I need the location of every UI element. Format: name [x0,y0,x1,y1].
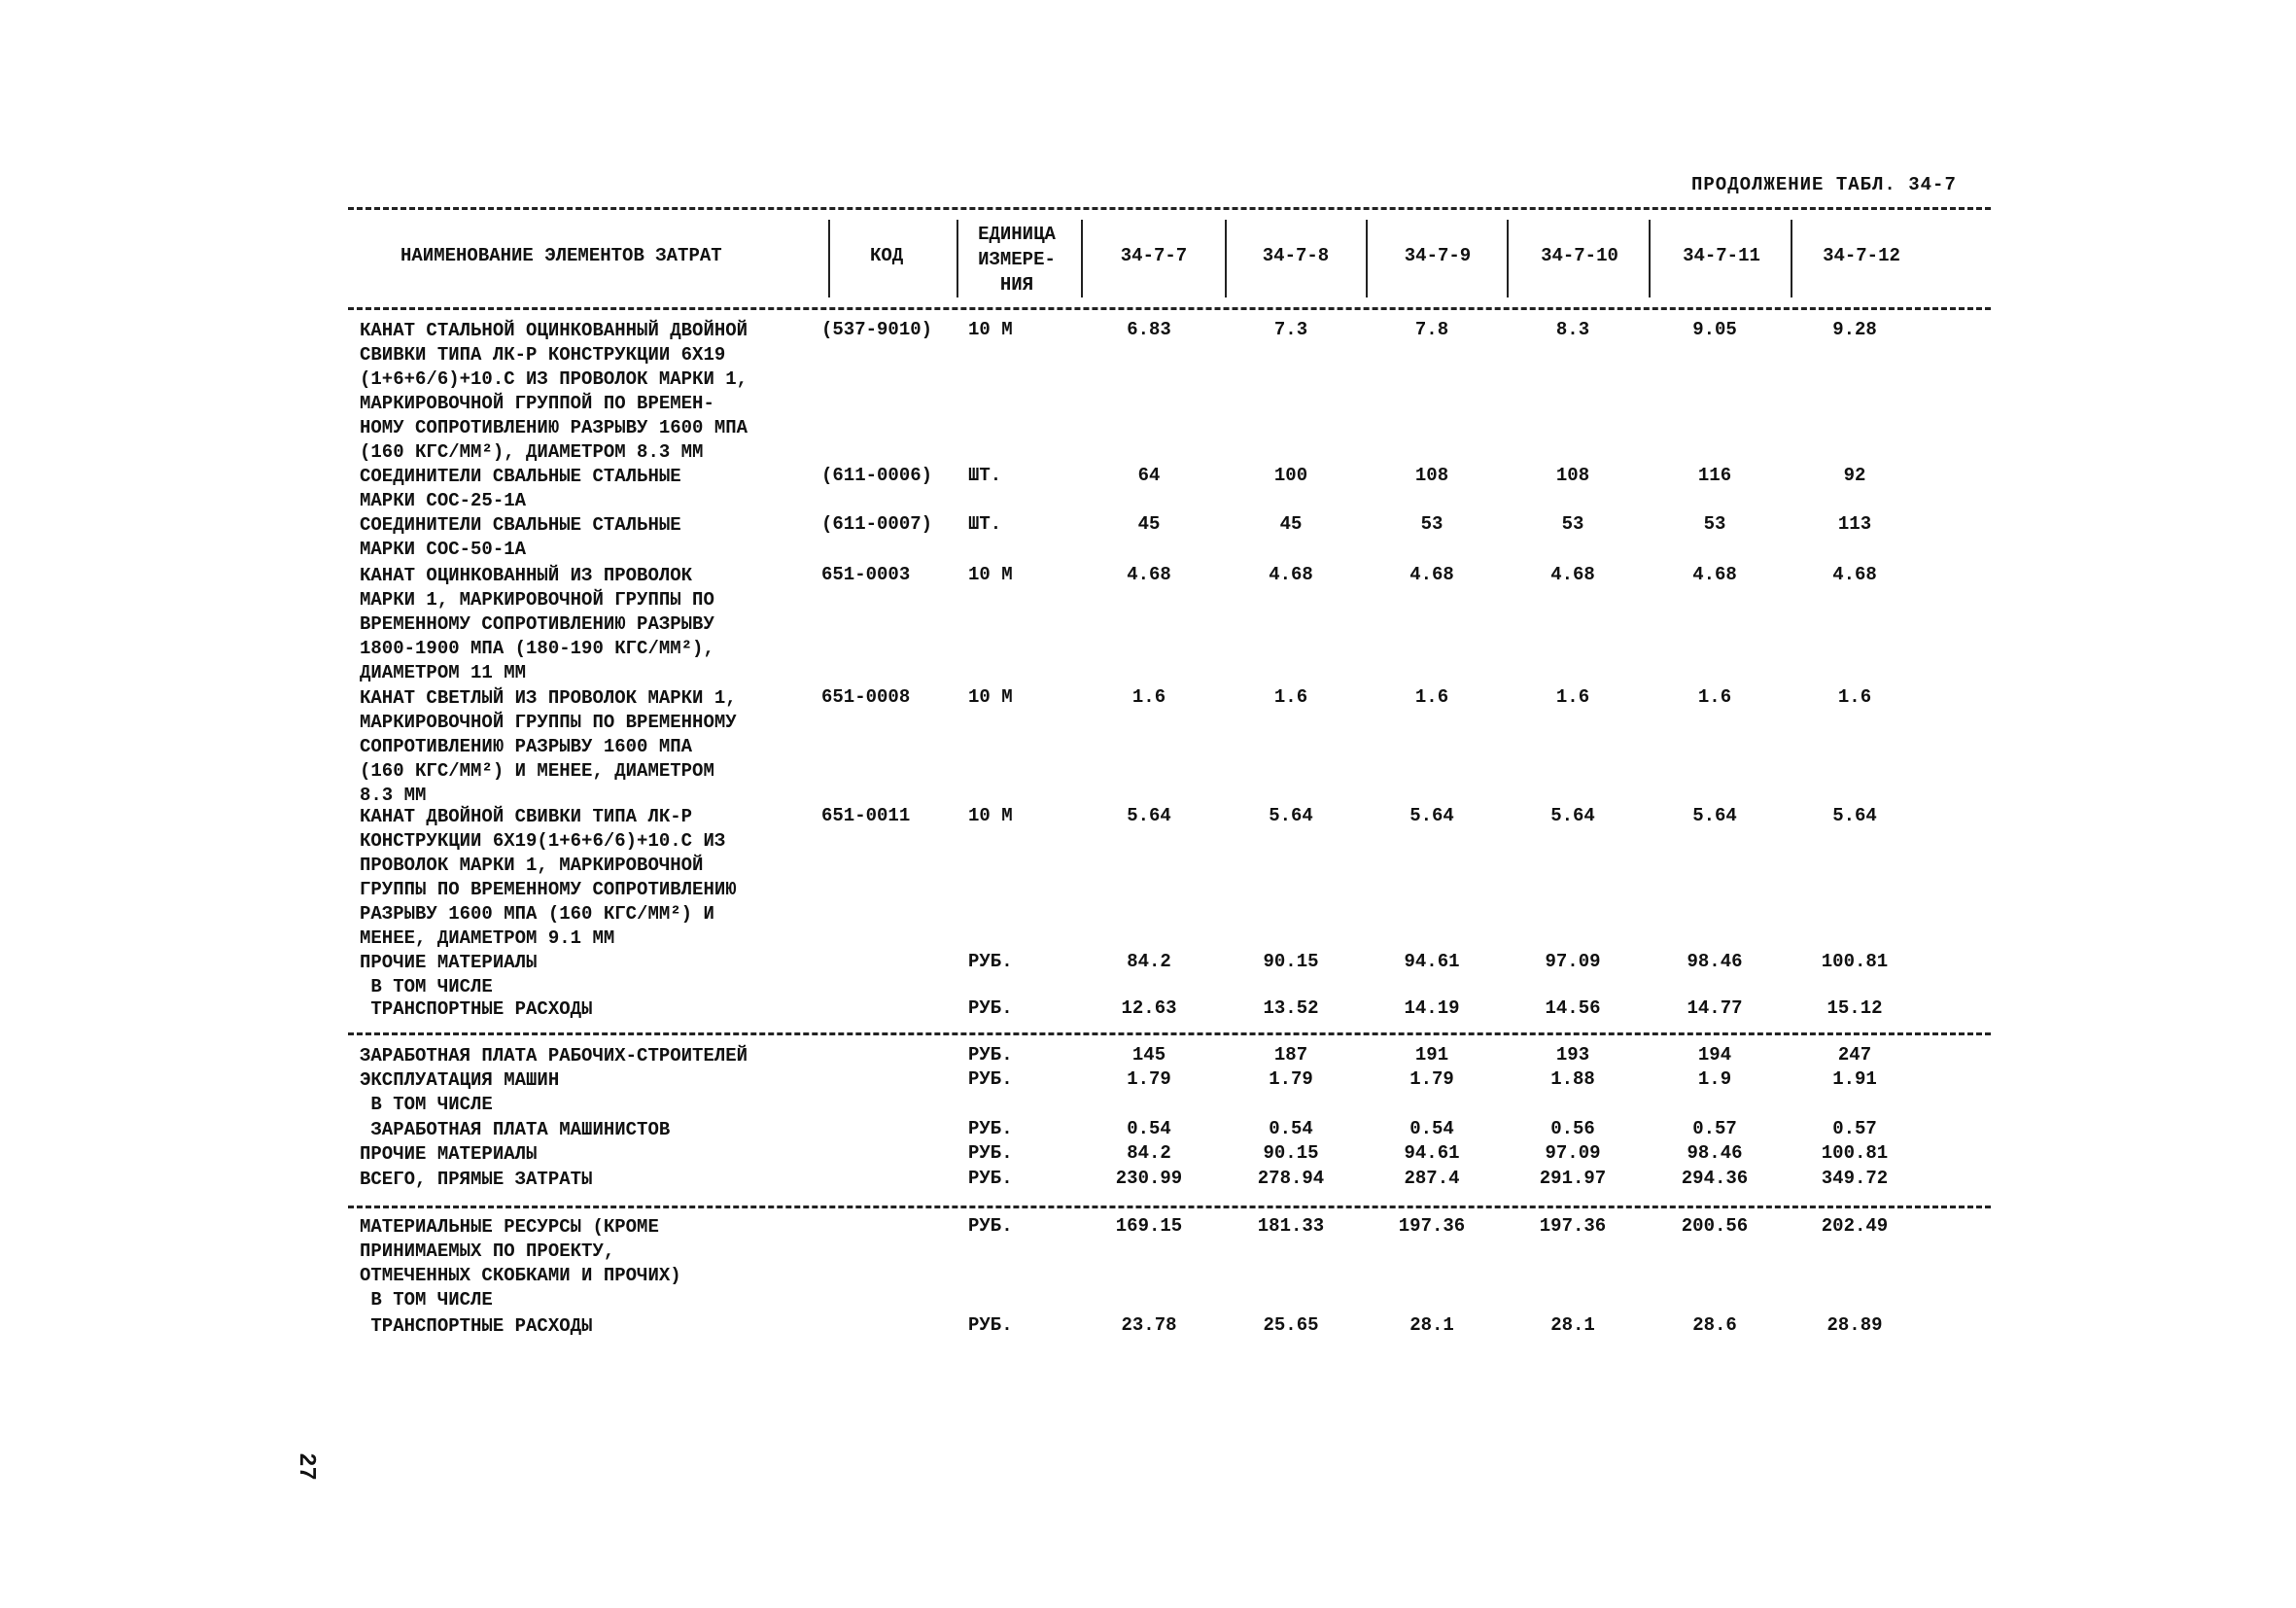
row-value-col-3: 197.36 [1398,1215,1466,1237]
row-value-col-5: 1.6 [1697,686,1732,708]
row-value-col-5: 294.36 [1681,1168,1749,1189]
row-value-col-6: 0.57 [1832,1118,1877,1139]
row-value-col-6: 5.64 [1832,805,1877,826]
row-value-col-4: 1.6 [1555,686,1590,708]
header-col-5: 34-7-11 [1683,245,1760,266]
row-value-col-6: 9.28 [1832,319,1877,340]
row-value-col-2: 90.15 [1263,951,1319,972]
row-value-col-1: 4.68 [1127,564,1171,585]
row-unit: РУБ. [968,1118,1013,1139]
row-value-col-2: 187 [1273,1044,1308,1066]
row-value-col-2: 5.64 [1269,805,1313,826]
row-value-col-4: 8.3 [1555,319,1590,340]
row-unit: ШТ. [968,513,1002,535]
row-unit: 10 М [968,686,1013,708]
row-name: ТРАНСПОРТНЫЕ РАСХОДЫ [360,998,593,1020]
row-code: (611-0006) [821,465,933,486]
row-value-col-1: 12.63 [1121,997,1177,1019]
row-value-col-2: 7.3 [1273,319,1308,340]
row-value-col-2: 45 [1279,513,1303,535]
row-value-col-3: 7.8 [1414,319,1449,340]
header-separator [1649,220,1651,297]
row-value-col-5: 14.77 [1687,997,1743,1019]
row-unit: РУБ. [968,997,1013,1019]
row-value-col-6: 100.81 [1821,1142,1889,1164]
row-unit: РУБ. [968,951,1013,972]
row-value-col-6: 15.12 [1826,997,1883,1019]
row-name: КАНАТ ОЦИНКОВАННЫЙ ИЗ ПРОВОЛОК МАРКИ 1, МАРКИРОВОЧНОЙ ГРУППЫ ПО ВРЕМЕННОМУ СОПРОТИВЛЕНИЮ РАЗРЫВУ 1800-1900 МПА (180-190 КГС/ММ²), ДИАМЕТРОМ 11 ММ [360,565,714,683]
row-value-col-2: 13.52 [1263,997,1319,1019]
row-value-col-1: 84.2 [1127,1142,1171,1164]
row-value-col-3: 1.6 [1414,686,1449,708]
row-value-col-1: 230.99 [1115,1168,1183,1189]
row-value-col-2: 1.6 [1273,686,1308,708]
row-value-col-4: 193 [1555,1044,1590,1066]
header-unit-line1: ЕДИНИЦА [978,224,1056,245]
row-value-col-5: 200.56 [1681,1215,1749,1237]
row-value-col-3: 28.1 [1409,1314,1454,1336]
row-value-col-3: 94.61 [1404,951,1460,972]
page-number: 27 [292,1452,319,1481]
header-separator [1225,220,1227,297]
header-col-6: 34-7-12 [1823,245,1900,266]
row-code: (537-9010) [821,319,933,340]
row-value-col-3: 191 [1414,1044,1449,1066]
row-value-col-1: 0.54 [1127,1118,1171,1139]
row-value-col-4: 5.64 [1550,805,1595,826]
header-bottom-rule [348,307,1991,310]
header-separator [1791,220,1792,297]
row-value-col-2: 100 [1273,465,1308,486]
row-unit: 10 М [968,564,1013,585]
row-value-col-4: 291.97 [1539,1168,1607,1189]
row-value-col-4: 97.09 [1545,951,1601,972]
row-name: ПРОЧИЕ МАТЕРИАЛЫ [360,1143,538,1165]
row-value-col-3: 108 [1414,465,1449,486]
row-value-col-4: 53 [1561,513,1584,535]
row-value-col-5: 53 [1703,513,1726,535]
row-value-col-3: 4.68 [1409,564,1454,585]
row-value-col-6: 349.72 [1821,1168,1889,1189]
row-value-col-4: 14.56 [1545,997,1601,1019]
row-value-col-5: 0.57 [1692,1118,1737,1139]
row-unit: 10 М [968,805,1013,826]
row-value-col-3: 287.4 [1404,1168,1460,1189]
row-value-col-4: 1.88 [1550,1068,1595,1090]
row-value-col-5: 116 [1697,465,1732,486]
row-value-col-2: 181.33 [1257,1215,1325,1237]
header-col-2: 34-7-8 [1262,245,1330,266]
continuation-label: ПРОДОЛЖЕНИЕ ТАБЛ. 34-7 [1691,174,1957,195]
header-separator [828,220,830,297]
row-value-col-6: 92 [1843,465,1866,486]
row-value-col-1: 145 [1131,1044,1166,1066]
row-value-col-3: 14.19 [1404,997,1460,1019]
row-value-col-3: 94.61 [1404,1142,1460,1164]
row-value-col-1: 84.2 [1127,951,1171,972]
header-col-1: 34-7-7 [1120,245,1188,266]
row-value-col-5: 98.46 [1687,951,1743,972]
row-value-col-2: 0.54 [1269,1118,1313,1139]
row-unit: РУБ. [968,1215,1013,1237]
row-name: ЗАРАБОТНАЯ ПЛАТА РАБОЧИХ-СТРОИТЕЛЕЙ [360,1045,748,1066]
row-value-col-2: 278.94 [1257,1168,1325,1189]
row-unit: РУБ. [968,1168,1013,1189]
row-name: СОЕДИНИТЕЛИ СВАЛЬНЫЕ СТАЛЬНЫЕ МАРКИ СОС-25-1А [360,466,681,511]
header-name: НАИМЕНОВАНИЕ ЭЛЕМЕНТОВ ЗАТРАТ [400,245,722,266]
row-value-col-5: 5.64 [1692,805,1737,826]
row-value-col-1: 23.78 [1121,1314,1177,1336]
row-value-col-6: 247 [1837,1044,1872,1066]
row-value-col-6: 100.81 [1821,951,1889,972]
row-name: КАНАТ ДВОЙНОЙ СВИВКИ ТИПА ЛК-Р КОНСТРУКЦИИ 6Х19(1+6+6/6)+10.С ИЗ ПРОВОЛОК МАРКИ 1, МАРКИРОВОЧНОЙ ГРУППЫ ПО ВРЕМЕННОМУ СОПРОТИВЛЕНИЮ РАЗРЫВУ 1600 МПА (160 КГС/ММ²) И МЕНЕЕ, ДИАМЕТРОМ 9.1 ММ [360,806,737,949]
row-name: КАНАТ СВЕТЛЫЙ ИЗ ПРОВОЛОК МАРКИ 1, МАРКИРОВОЧНОЙ ГРУППЫ ПО ВРЕМЕННОМУ СОПРОТИВЛЕНИЮ РАЗРЫВУ 1600 МПА (160 КГС/ММ²) И МЕНЕЕ, ДИАМЕТРОМ 8.3 ММ [360,687,737,806]
row-name: МАТЕРИАЛЬНЫЕ РЕСУРСЫ (КРОМЕ ПРИНИМАЕМЫХ ПО ПРОЕКТУ, ОТМЕЧЕННЫХ СКОБКАМИ И ПРОЧИХ) В ТОМ ЧИСЛЕ [360,1216,681,1311]
row-value-col-6: 202.49 [1821,1215,1889,1237]
row-value-col-3: 1.79 [1409,1068,1454,1090]
row-code: (611-0007) [821,513,933,535]
row-code: 651-0011 [821,805,911,826]
row-value-col-5: 1.9 [1697,1068,1732,1090]
row-value-col-2: 4.68 [1269,564,1313,585]
row-value-col-1: 5.64 [1127,805,1171,826]
row-value-col-5: 194 [1697,1044,1732,1066]
row-name: КАНАТ СТАЛЬНОЙ ОЦИНКОВАННЫЙ ДВОЙНОЙ СВИВКИ ТИПА ЛК-Р КОНСТРУКЦИИ 6Х19 (1+6+6/6)+10.С ИЗ ПРОВОЛОК МАРКИ 1, МАРКИРОВОЧНОЙ ГРУППОЙ ПО ВРЕМЕН- НОМУ СОПРОТИВЛЕНИЮ РАЗРЫВУ 1600 МПА (160 КГС/ММ²), ДИАМЕТРОМ 8.3 ММ [360,320,748,463]
row-value-col-2: 25.65 [1263,1314,1319,1336]
row-value-col-1: 169.15 [1115,1215,1183,1237]
row-value-col-4: 108 [1555,465,1590,486]
row-value-col-5: 9.05 [1692,319,1737,340]
row-value-col-3: 5.64 [1409,805,1454,826]
header-separator [1507,220,1509,297]
section-rule-2 [348,1206,1991,1208]
row-value-col-4: 28.1 [1550,1314,1595,1336]
header-col-3: 34-7-9 [1404,245,1472,266]
header-top-rule [348,207,1991,210]
row-value-col-6: 1.6 [1837,686,1872,708]
row-unit: 10 М [968,319,1013,340]
row-value-col-1: 45 [1137,513,1161,535]
row-name: ТРАНСПОРТНЫЕ РАСХОДЫ [360,1315,593,1337]
header-unit [968,222,1065,297]
row-name: ЗАРАБОТНАЯ ПЛАТА МАШИНИСТОВ [360,1119,671,1140]
row-code: 651-0003 [821,564,911,585]
row-value-col-3: 53 [1420,513,1444,535]
row-unit: РУБ. [968,1142,1013,1164]
row-value-col-1: 1.6 [1131,686,1166,708]
row-value-col-4: 197.36 [1539,1215,1607,1237]
row-unit: РУБ. [968,1314,1013,1336]
row-name: ВСЕГО, ПРЯМЫЕ ЗАТРАТЫ [360,1169,593,1190]
row-unit: ШТ. [968,465,1002,486]
row-name: СОЕДИНИТЕЛИ СВАЛЬНЫЕ СТАЛЬНЫЕ МАРКИ СОС-50-1А [360,514,681,560]
row-value-col-6: 113 [1837,513,1872,535]
row-value-col-6: 28.89 [1826,1314,1883,1336]
row-unit: РУБ. [968,1068,1013,1090]
row-value-col-5: 28.6 [1692,1314,1737,1336]
row-value-col-5: 4.68 [1692,564,1737,585]
row-name: ЭКСПЛУАТАЦИЯ МАШИН В ТОМ ЧИСЛЕ [360,1069,560,1115]
header-unit-line2: ИЗМЕРЕ- [978,249,1056,270]
row-value-col-3: 0.54 [1409,1118,1454,1139]
row-name: ПРОЧИЕ МАТЕРИАЛЫ В ТОМ ЧИСЛЕ [360,952,538,997]
row-value-col-1: 64 [1137,465,1161,486]
row-value-col-6: 4.68 [1832,564,1877,585]
row-value-col-4: 97.09 [1545,1142,1601,1164]
header-separator [957,220,958,297]
header-separator [1366,220,1368,297]
header-unit-line3: НИЯ [999,274,1034,296]
row-value-col-4: 0.56 [1550,1118,1595,1139]
row-value-col-1: 1.79 [1127,1068,1171,1090]
section-rule-1 [348,1032,1991,1035]
row-value-col-1: 6.83 [1127,319,1171,340]
row-value-col-4: 4.68 [1550,564,1595,585]
row-code: 651-0008 [821,686,911,708]
header-col-4: 34-7-10 [1541,245,1618,266]
header-code: КОД [870,245,904,266]
row-value-col-2: 1.79 [1269,1068,1313,1090]
row-value-col-2: 90.15 [1263,1142,1319,1164]
row-value-col-5: 98.46 [1687,1142,1743,1164]
row-value-col-6: 1.91 [1832,1068,1877,1090]
header-separator [1081,220,1083,297]
row-unit: РУБ. [968,1044,1013,1066]
